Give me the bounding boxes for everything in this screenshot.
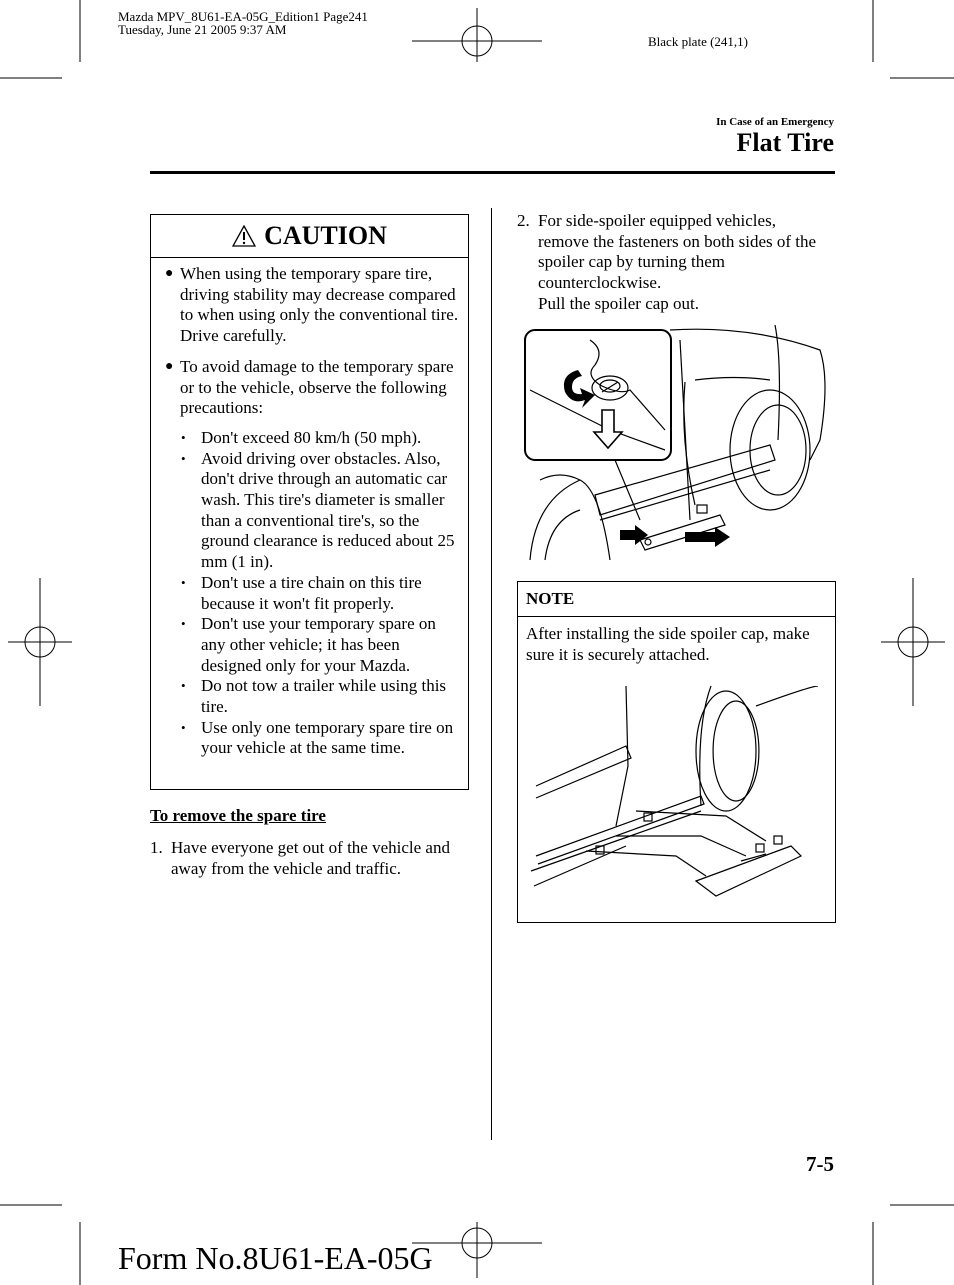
step-2 — [517, 211, 827, 315]
caution-header — [151, 215, 468, 258]
spoiler-cap-illustration — [526, 686, 826, 906]
precaution-text: Don't use a tire chain on this tire because it won't fit properly. — [201, 572, 422, 613]
precaution-text: Don't use your temporary spare on any other vehicle; it has been designed only for your Mazda. — [201, 614, 436, 675]
step-text: Have everyone get out of the vehicle and away from the vehicle and traffic. — [171, 838, 450, 878]
spoiler-fastener-illustration — [520, 320, 830, 565]
precaution-item — [159, 428, 460, 449]
precaution-item — [159, 573, 460, 614]
step-1 — [150, 838, 460, 879]
title-rule — [150, 171, 835, 174]
section-label: In Case of an Emergency — [716, 116, 834, 128]
warning-triangle-icon — [232, 225, 256, 247]
bullet-icon: ● — [165, 358, 174, 374]
form-number: Form No.8U61-EA-05G — [118, 1240, 433, 1276]
timestamp: Tuesday, June 21 2005 9:37 AM — [118, 22, 287, 37]
column-divider — [491, 208, 492, 1140]
step-text-extra: Pull the spoiler cap out. — [538, 293, 700, 313]
small-bullet-icon: • — [181, 678, 186, 694]
precaution-item — [159, 449, 460, 573]
caution-title: CAUTION — [264, 221, 387, 250]
caution-bullet — [159, 264, 460, 347]
plate-label: Black plate (241,1) — [648, 34, 748, 49]
precaution-item — [159, 614, 460, 676]
precaution-text: Use only one temporary spare tire on your vehicle at the same time. — [201, 717, 454, 758]
bullet-icon: ● — [165, 266, 174, 281]
caution-bullet-text: To avoid damage to the temporary spare or to the vehicle, observe the following precautions: — [180, 356, 454, 418]
caution-box — [150, 214, 469, 790]
caution-bullet-text: When using the temporary spare tire, driving stability may decrease compared to when using only the conventional tire. Drive carefully. — [180, 264, 459, 346]
subsection-heading: To remove the spare tire — [150, 806, 326, 825]
step-number: 2. — [517, 211, 530, 230]
note-box — [517, 581, 836, 923]
small-bullet-icon: • — [181, 429, 186, 445]
page-title: Flat Tire — [736, 128, 834, 157]
page-number: 7-5 — [806, 1152, 834, 1176]
note-text: After installing the side spoiler cap, make sure it is securely attached. — [526, 624, 810, 664]
note-heading: NOTE — [518, 582, 835, 617]
precaution-item — [159, 718, 460, 759]
file-info: Mazda MPV_8U61-EA-05G_Edition1 Page241 — [118, 9, 368, 24]
step-text: For side-spoiler equipped vehicles, remove the fasteners on both sides of the spoiler cap by turning them counterclockwise. — [538, 211, 817, 293]
caution-bullet — [159, 357, 460, 419]
small-bullet-icon: • — [181, 719, 186, 735]
precaution-text: Don't exceed 80 km/h (50 mph). — [201, 427, 422, 447]
small-bullet-icon: • — [181, 616, 186, 632]
precaution-text: Avoid driving over obstacles. Also, don't drive through an automatic car wash. This tire's diameter is smaller than a conventional tire's, so the ground clearance is reduced about 25 mm (1 in). — [201, 448, 455, 572]
precaution-text: Do not tow a trailer while using this tire. — [201, 676, 447, 717]
precaution-item — [159, 676, 460, 717]
small-bullet-icon: • — [181, 574, 186, 590]
step-number: 1. — [150, 838, 163, 857]
small-bullet-icon: • — [181, 450, 186, 466]
